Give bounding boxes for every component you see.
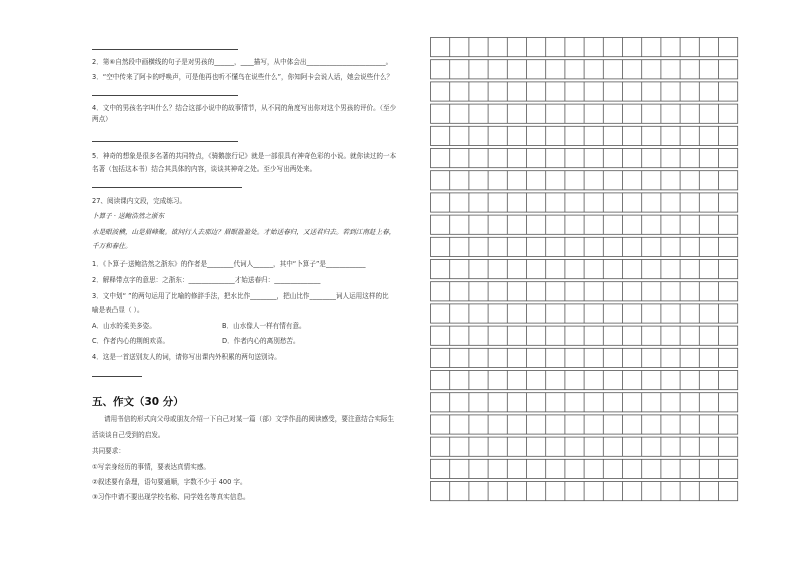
option-a: A．山水的柔美多姿。 <box>92 322 156 330</box>
question-26-4-line2: 两点） <box>92 115 112 123</box>
grid-row[interactable] <box>431 459 738 478</box>
question-26-5-line1: 5．神奇的想象是很多名著的共同特点，《骑鹅旅行记》就是一部很具有神奇色彩的小说。就你读过的一本 <box>92 152 397 160</box>
grid-row[interactable] <box>431 126 738 145</box>
grid-row[interactable] <box>431 415 738 434</box>
grid-row[interactable] <box>431 304 738 323</box>
question-26-3: 3．“空中传来了阿卡的呼唤声，可是他再也听不懂鸟在说些什么”，你知阿卡会说人话，她会说些什么？ <box>92 73 394 81</box>
grid-row[interactable] <box>431 393 738 412</box>
answer-line <box>92 95 238 96</box>
question-27-4: 4．这是一首送别友人的词，请你写出课内外积累的两句送别诗。 <box>92 353 281 361</box>
poem-line-2: 千万和春住。 <box>92 242 132 250</box>
question-26-2: 2．第⑥自然段中画横线的句子是对男孩的______，____描写，从中体会出________________________。 <box>92 58 393 66</box>
poem-line-1: 水是眼波横，山是眉峰聚。欲问行人去那边？眉眼盈盈处。才始送春归，又送君归去。若到江南赶上春， <box>92 228 396 236</box>
question-27-3-line1: 3．文中划“ ”的两句运用了比喻的修辞手法，把水比作________，把山比作________词人运用这样的比 <box>92 292 389 300</box>
grid-row[interactable] <box>431 348 738 367</box>
requirement-2: ②叙述要有条理，语句要通顺，字数不少于 400 字。 <box>92 478 247 486</box>
grid-row[interactable] <box>431 149 738 168</box>
question-26-4-line1: 4．文中的男孩名字叫什么？结合这部小说中的故事情节，从不同的角度写出你对这个男孩的评价。（至少 <box>92 104 397 112</box>
grid-row[interactable] <box>431 371 738 390</box>
grid-row[interactable] <box>431 82 738 101</box>
question-26-5-line2: 名著（包括这本书）结合其具体的内容，谈谈其神奇之处。至少写出两处来。 <box>92 165 317 173</box>
poem-title: 卜算子 · 送鲍浩然之浙东 <box>92 212 165 220</box>
grid-row[interactable] <box>431 260 738 279</box>
grid-row[interactable] <box>431 437 738 456</box>
grid-row[interactable] <box>431 60 738 79</box>
grid-row[interactable] <box>431 38 738 57</box>
composition-prompt-line2: 活谈谈自己受到的启发。 <box>92 431 165 439</box>
option-c: C．作者内心的荆朗欢喜。 <box>92 337 170 345</box>
option-b: B．山水像人一样有情有意。 <box>222 322 306 330</box>
question-27-1: 1．《卜算子·送鲍浩然之浙东》的作者是________代词人______，其中“卜算子”是____________ <box>92 260 366 268</box>
question-27-3-line2: 喻是表凸显（ ）。 <box>92 306 144 314</box>
grid-row[interactable] <box>431 193 738 212</box>
answer-line <box>92 49 238 50</box>
answer-line <box>92 376 142 377</box>
composition-prompt-line1: 请用书信的形式向父母或朋友介绍一下自己对某一篇（部）文学作品的阅读感受，要注意结合实际生 <box>104 415 395 423</box>
answer-line <box>92 187 242 188</box>
writing-answer-grid[interactable] <box>430 35 792 503</box>
composition-title: 五、作文（30 分） <box>92 396 184 408</box>
answer-line <box>92 141 238 142</box>
requirement-3: ③习作中请不要出现学校名称、同学姓名等真实信息。 <box>92 493 250 501</box>
grid-row[interactable] <box>431 104 738 123</box>
grid-row[interactable] <box>431 171 738 190</box>
option-d: D．作者内心的离别愁苦。 <box>222 337 300 345</box>
grid-row[interactable] <box>431 326 738 345</box>
writing-grid-svg <box>430 35 792 503</box>
requirement-1: ①写亲身经历的事情，要表达真情实感。 <box>92 463 211 471</box>
grid-row[interactable] <box>431 237 738 256</box>
requirements-label: 共同要求： <box>92 447 125 455</box>
question-27-heading: 27、阅读课内文段，完成练习。 <box>92 197 187 205</box>
grid-row[interactable] <box>431 482 738 501</box>
question-27-2: 2．解释带点字的意思：之浙东：______________才始送春归：______________ <box>92 276 321 284</box>
grid-row[interactable] <box>431 215 738 234</box>
grid-row[interactable] <box>431 282 738 301</box>
